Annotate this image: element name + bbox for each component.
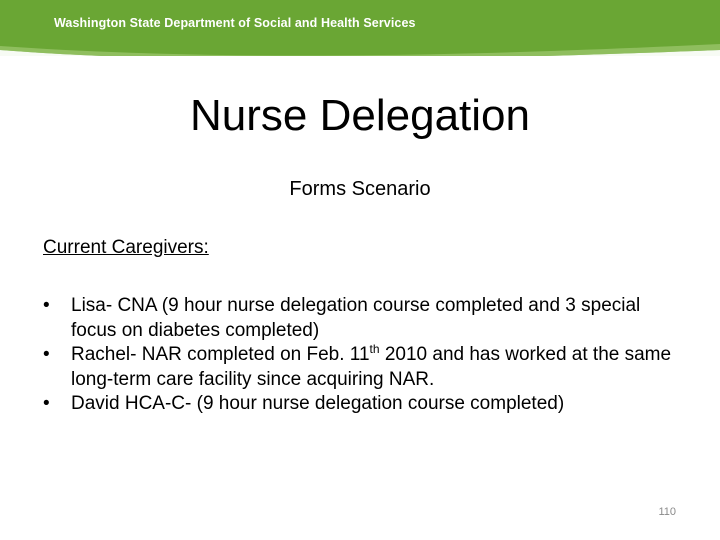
page-number: 110 bbox=[658, 506, 676, 518]
bullet-text bbox=[71, 344, 671, 390]
bullet-text: David HCA-C- (9 hour nurse delegation course completed) bbox=[71, 393, 565, 414]
ordinal-superscript: th bbox=[369, 342, 380, 356]
header-bar bbox=[0, 0, 720, 56]
slide-subtitle: Forms Scenario bbox=[289, 178, 431, 200]
bullet-marker: • bbox=[43, 295, 50, 316]
list-item bbox=[43, 294, 673, 343]
bullet-text-part: 2010 and has worked at the same long-term care facility since acquiring NAR. bbox=[71, 344, 672, 390]
list-item bbox=[43, 392, 673, 417]
agency-name: Washington State Department of Social and Health Services bbox=[54, 16, 416, 30]
section-heading: Current Caregivers: bbox=[43, 237, 209, 258]
list-item bbox=[43, 343, 673, 392]
caregiver-list bbox=[43, 294, 673, 417]
bullet-text: Lisa- CNA (9 hour nurse delegation course completed and 3 special focus on diabetes completed) bbox=[71, 295, 641, 341]
slide-subtitle-row bbox=[0, 176, 720, 202]
bullet-text-part: Rachel- NAR completed on Feb. 11 bbox=[71, 344, 370, 365]
slide-title: Nurse Delegation bbox=[190, 91, 530, 140]
bullet-marker: • bbox=[43, 393, 50, 414]
bullet-marker: • bbox=[43, 344, 50, 365]
